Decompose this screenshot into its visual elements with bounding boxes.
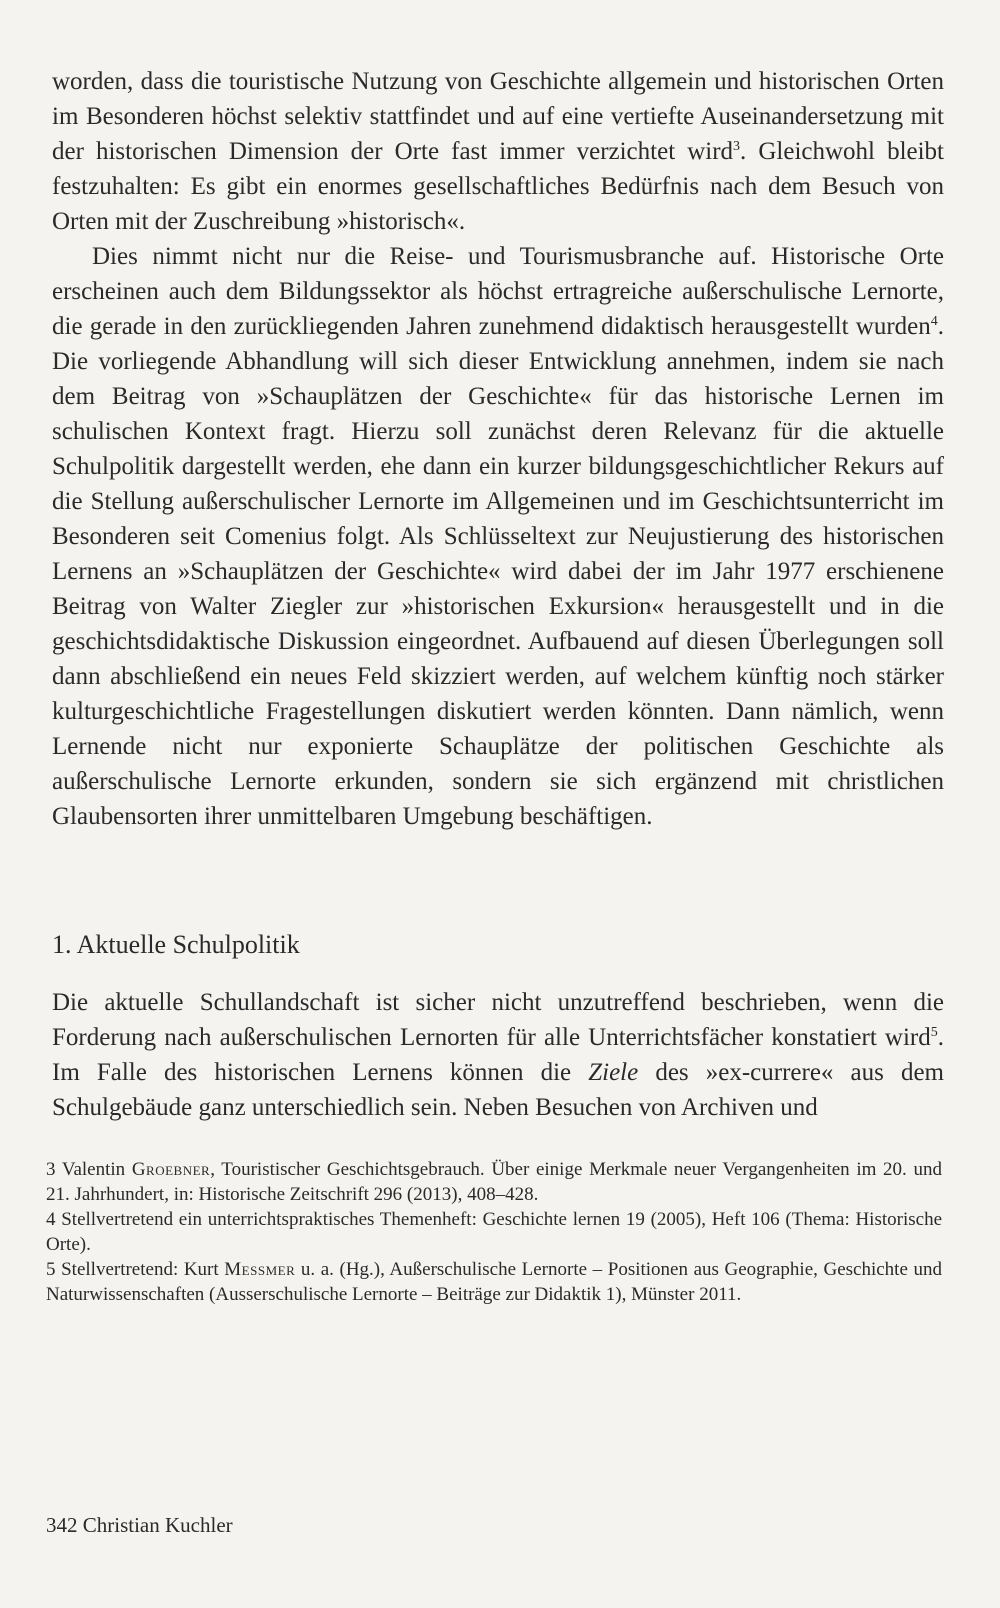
footnote-5 <box>46 1257 942 1307</box>
body-text <box>52 64 944 834</box>
paragraph-1-continuation: . Gleichwohl bleibt festzuhalten: Es gibt ein enormes gesellschaftliches Bedürfnis nach dem Besuch von Orten mit der Zuschreibung »historisch«. <box>52 138 944 235</box>
footnote-number: 4 <box>46 1209 56 1230</box>
footnote-text: , Touristischer Geschichtsgebrauch. Über einige Merkmale neuer Vergangenheiten im 20. und 21. Jahrhundert, in: Historische Zeitschrift 296 (2013), 408–428. <box>46 1159 942 1205</box>
footnote-author: Groebner <box>131 1159 211 1180</box>
page-footer <box>46 1512 233 1538</box>
footnote-3 <box>46 1157 942 1207</box>
paragraph-3 <box>52 985 944 1125</box>
paragraph-2 <box>52 239 944 834</box>
footnote-text: Stellvertretend: Kurt <box>61 1259 225 1280</box>
paragraph-3-text: Die aktuelle Schullandschaft ist sicher nicht unzutreffend beschrieben, wenn die Forderung nach außerschulischen Lernorten für alle Unterrichtsfächer konstatiert wird <box>52 989 944 1051</box>
section-heading: 1. Aktuelle Schulpolitik <box>52 930 300 959</box>
footnote-text: u. a. (Hg.), Außerschulische Lernorte – Positionen aus Geographie, Geschichte und Naturwissenschaften (Ausserschulische Lernorte – Beiträge zur Didaktik 1), Münster 2011. <box>46 1259 942 1305</box>
section-text <box>52 985 944 1125</box>
footnote-number: 5 <box>46 1259 56 1280</box>
footnote-ref-4: 4 <box>930 314 938 329</box>
paragraph-1 <box>52 64 944 239</box>
footnote-author: Messmer <box>224 1259 296 1280</box>
paragraph-3-continuation: . Im Falle des historischen Lernens können die <box>52 1024 944 1086</box>
running-author: Christian Kuchler <box>82 1513 233 1537</box>
paragraph-1-text: worden, dass die touristische Nutzung von Geschichte allgemein und historischen Orten im Besonderen höchst selektiv stattfindet und auf eine vertiefte Auseinandersetzung mit der historischen Dimension der Orte fast immer verzichtet wird <box>52 68 944 165</box>
footnotes <box>46 1157 942 1307</box>
footnote-text: Valentin <box>61 1159 132 1180</box>
paragraph-2-continuation: . Die vorliegende Abhandlung will sich dieser Entwicklung annehmen, indem sie nach dem Beitrag von »Schauplätzen der Geschichte« für das historische Lernen im schulischen Kontext fragt. Hierzu soll zunächst deren Relevanz für die aktuelle Schulpolitik dargestellt werden, ehe dann ein kurzer bildungsgeschichtlicher Rekurs auf die Stellung außerschulischer Lernorte im Allgemeinen und im Geschichtsunterricht im Besonderen seit Comenius folgt. Als Schlüsseltext zur Neujustierung des historischen Lernens an »Schauplätzen der Geschichte« wird dabei der im Jahr 1977 erschienene Beitrag von Walter Ziegler zur »historischen Exkursion« herausgestellt und in die geschichtsdidaktische Diskussion eingeordnet. Aufbauend auf diesen Überlegungen soll dann abschließend ein neues Feld skizziert werden, auf welchem künftig noch stärker kulturgeschichtliche Fragestellungen diskutiert werden könnten. Dann nämlich, wenn Lernende nicht nur exponierte Schauplätze der politischen Geschichte als außerschulische Lernorte erkunden, sondern sie sich ergänzend mit christlichen Glaubensorten ihrer unmittelbaren Umgebung beschäftigen. <box>52 313 944 830</box>
page-number: 342 <box>46 1513 78 1537</box>
footnote-text: Stellvertretend ein unterrichtspraktisches Themenheft: Geschichte lernen 19 (2005), Heft 106 (Thema: Historische Orte). <box>46 1209 942 1255</box>
paragraph-2-text: Dies nimmt nicht nur die Reise- und Tourismusbranche auf. Historische Orte erscheinen auch dem Bildungssektor als höchst ertragreiche außerschulische Lernorte, die gerade in den zurückliegenden Jahren zunehmend didaktisch herausgestellt wurden <box>52 243 944 340</box>
footnote-number: 3 <box>46 1159 56 1180</box>
paragraph-3-ending: des »ex-currere« aus dem Schulgebäude ganz unterschiedlich sein. Neben Besuchen von Archiven und <box>52 1059 944 1121</box>
footnote-ref-5: 5 <box>930 1025 938 1040</box>
footnote-4 <box>46 1207 942 1257</box>
emphasis-word: Ziele <box>588 1059 639 1086</box>
footnote-ref-3: 3 <box>733 139 741 154</box>
